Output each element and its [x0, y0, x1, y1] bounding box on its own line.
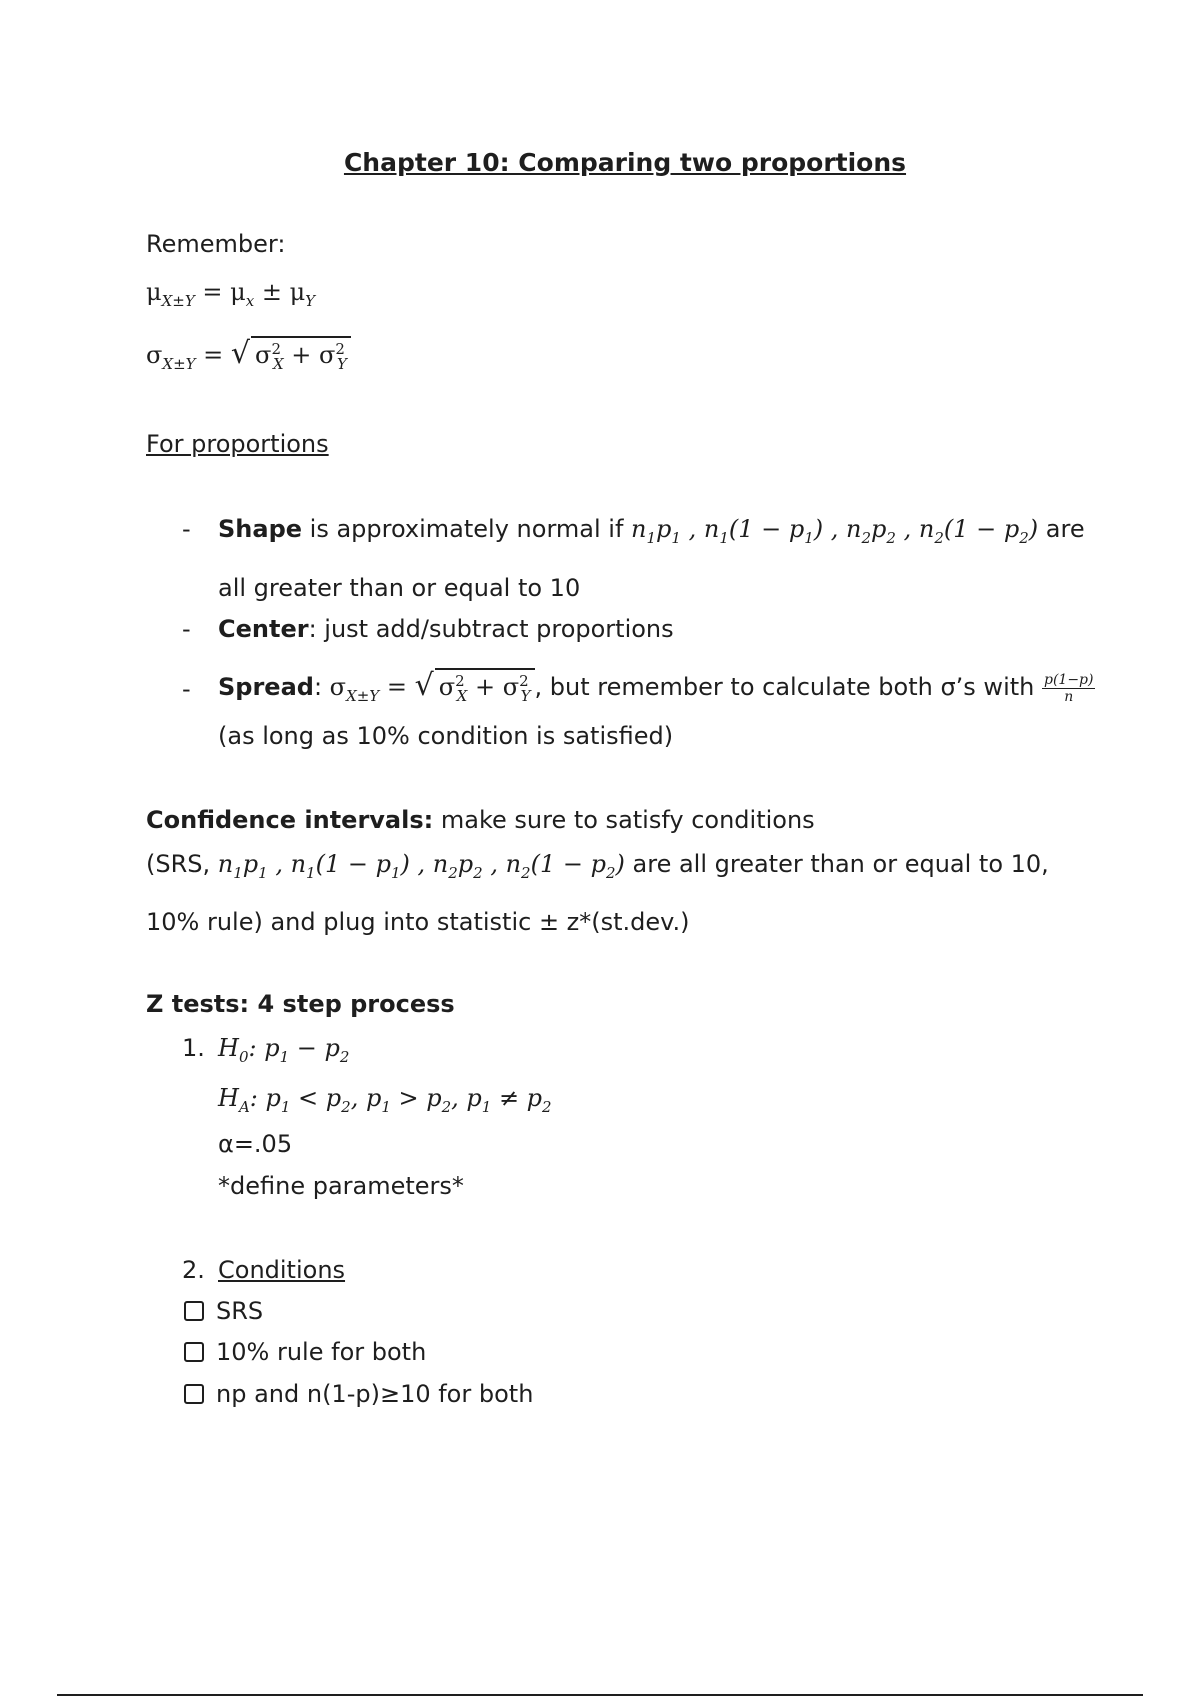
spread-fraction: $\frac{p(1-p)}{n}$: [1043, 671, 1094, 705]
spread-continuation: (as long as 10% condition is satisfied): [218, 722, 674, 750]
bullet-dash: -: [182, 515, 191, 543]
ztests-heading: Z tests: 4 step process: [146, 990, 455, 1018]
page-divider: [57, 1694, 1143, 1696]
bullet-dash: -: [182, 615, 191, 643]
checklist-item[interactable]: SRS: [184, 1297, 263, 1325]
mean-rule: $\mu_{X\pm Y} = \mu_x \pm \mu_Y$: [146, 278, 316, 310]
alpha-level: α=.05: [218, 1130, 293, 1158]
conditions-heading: Conditions: [218, 1256, 346, 1284]
bullet-dash: -: [182, 675, 191, 703]
step-1-number: 1.: [182, 1034, 205, 1062]
checkbox-icon[interactable]: [184, 1301, 204, 1321]
spread-item: Spread: $\sigma_{X\pm Y}$ = √ $\sigma^2_X + \sigma^2_Y$ , but remember to calculate both σ’s with $\frac{p(1-p)}{n}$: [218, 668, 1094, 705]
checklist-item[interactable]: 10% rule for both: [184, 1338, 426, 1366]
spread-label: Spread: [218, 673, 314, 701]
define-parameters: *define parameters*: [218, 1172, 464, 1200]
page-title: Chapter 10: Comparing two proportions: [343, 148, 907, 177]
shape-continuation: all greater than or equal to 10: [218, 574, 581, 602]
ci-line-2: (SRS, $n_1p_1$ , $n_1(1 - p_1)$ , $n_2p_2$ , $n_2(1 - p_2)$ are all greater than or equal to 10,: [146, 850, 1049, 882]
center-item: Center: just add/subtract proportions: [218, 615, 674, 643]
for-proportions-heading: For proportions: [146, 430, 329, 458]
checkbox-icon[interactable]: [184, 1342, 204, 1362]
checklist-item[interactable]: np and n(1-p)≥10 for both: [184, 1380, 533, 1408]
ci-line-1: Confidence intervals: make sure to satisfy conditions: [146, 806, 815, 834]
null-hypothesis: $H_0$: $p_1 - p_2$: [218, 1034, 350, 1066]
alt-hypothesis: $H_A$: $p_1 < p_2$, $p_1 > p_2$, $p_1 \ne p_2$: [218, 1084, 552, 1116]
shape-item: Shape is approximately normal if $n_1p_1$ , $n_1(1 - p_1)$ , $n_2p_2$ , $n_2(1 - p_2)$ are: [218, 515, 1085, 547]
step-2-number: 2.: [182, 1256, 205, 1284]
ci-line-3: 10% rule) and plug into statistic ± z*(st.dev.): [146, 908, 690, 936]
ci-label: Confidence intervals:: [146, 806, 434, 834]
sd-rule: $\sigma_{X\pm Y}$ = √ $\sigma^2_X + \sigma^2_Y$: [146, 336, 351, 373]
checkbox-icon[interactable]: [184, 1384, 204, 1404]
center-label: Center: [218, 615, 309, 643]
shape-math: $n_1p_1$ , $n_1(1 - p_1)$ , $n_2p_2$ , $n_2(1 - p_2)$: [631, 515, 1039, 547]
remember-label: Remember:: [146, 230, 286, 258]
shape-label: Shape: [218, 515, 303, 543]
